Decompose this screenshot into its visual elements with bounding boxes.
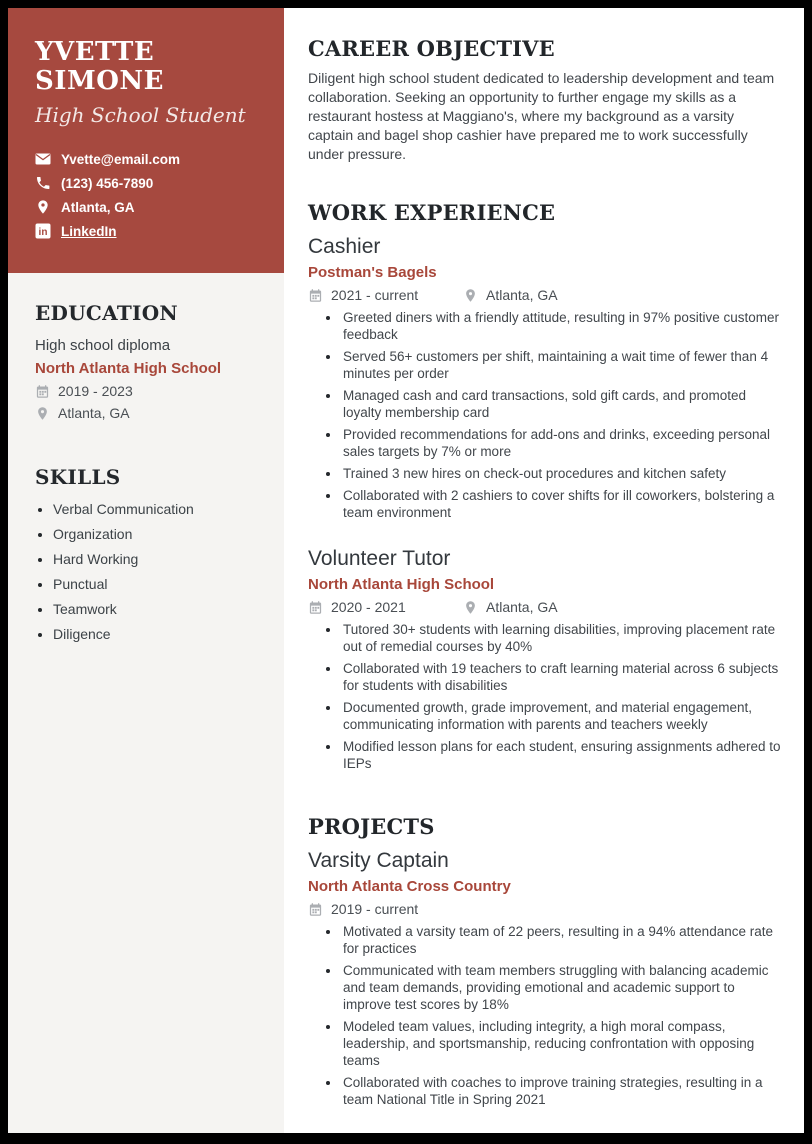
objective-heading: CAREER OBJECTIVE <box>308 36 555 61</box>
candidate-title: High School Student <box>35 103 246 128</box>
resume-page <box>8 8 804 1133</box>
job-bullet-list <box>341 309 781 521</box>
bullet-item: • Documented growth, grade improvement, and material engagement, communicating information with parents and teachers weekly <box>341 699 781 733</box>
objective-text: Diligent high school student dedicated to leadership development and team collaboration. Seeking an opportunity to further engage my skills as a restaurant hostess at Maggiano's, where my background as a varsity captain and bagel shop cashier have prepared me to work successfully under pressure. <box>308 70 775 163</box>
work-experience-section <box>308 200 781 772</box>
bullet-item: • Greeted diners with a friendly attitude, resulting in 97% positive customer feedback <box>341 309 781 343</box>
calendar-icon <box>308 288 323 303</box>
contact-linkedin <box>35 223 266 239</box>
job-company: Postman's Bagels <box>308 264 437 282</box>
objective-section <box>308 36 781 164</box>
job-dates: 2021 - current <box>331 287 419 304</box>
contact-location-text: Atlanta, GA <box>61 199 135 215</box>
bullet-item: • Provided recommendations for add-ons and drinks, exceeding personal sales targets by 7% or more <box>341 426 781 460</box>
job-meta-row <box>308 599 781 615</box>
projects-section <box>308 814 781 1108</box>
candidate-name: YVETTE SIMONE <box>35 37 164 96</box>
contact-phone-text: (123) 456-7890 <box>61 175 154 191</box>
location-icon <box>35 199 51 215</box>
education-dates: 2019 - 2023 <box>58 383 133 400</box>
contact-list <box>35 151 266 239</box>
project-dates: 2019 - current <box>331 901 419 918</box>
project-title: Varsity Captain <box>308 849 449 873</box>
work-experience-heading: WORK EXPERIENCE <box>308 200 556 226</box>
contact-email <box>35 151 266 167</box>
job-dates: 2020 - 2021 <box>331 599 406 616</box>
skill-item: • Hard Working <box>53 551 264 567</box>
education-school: North Atlanta High School <box>35 360 222 378</box>
location-pin-icon <box>35 406 50 421</box>
education-dates-row <box>35 383 264 399</box>
linkedin-link[interactable]: LinkedIn <box>61 223 117 239</box>
job-title: Volunteer Tutor <box>308 547 451 571</box>
skill-item: • Teamwork <box>53 601 264 617</box>
bullet-item: • Communicated with team members struggling with balancing academic and team demands, providing emotional and academic support to improve test scores by 18% <box>341 962 781 1013</box>
sidebar <box>8 8 284 1133</box>
skill-item: • Diligence <box>53 626 264 642</box>
education-section <box>35 301 264 421</box>
bullet-item: • Collaborated with 19 teachers to craft learning material across 6 subjects for students with disabilities <box>341 660 781 694</box>
calendar-icon <box>308 902 323 917</box>
contact-phone <box>35 175 266 191</box>
bullet-item: • Collaborated with coaches to improve training strategies, resulting in a team National Title in Spring 2021 <box>341 1074 781 1108</box>
job-title: Cashier <box>308 235 381 259</box>
education-location-row <box>35 405 264 421</box>
skills-heading: SKILLS <box>35 465 121 490</box>
contact-location <box>35 199 266 215</box>
skill-item: • Verbal Communication <box>53 501 264 517</box>
header-block <box>8 8 284 273</box>
linkedin-icon <box>35 223 51 239</box>
svg-text:in: in <box>38 227 48 239</box>
job-entry <box>308 547 781 772</box>
project-meta-row <box>308 901 781 917</box>
skills-section <box>35 465 264 642</box>
education-degree: High school diploma <box>35 337 171 355</box>
bullet-item: • Collaborated with 2 cashiers to cover shifts for ill coworkers, bolstering a team environment <box>341 487 781 521</box>
location-pin-icon <box>463 600 478 615</box>
job-bullet-list <box>341 621 781 772</box>
education-heading: EDUCATION <box>35 301 179 326</box>
projects-heading: PROJECTS <box>308 814 435 840</box>
bullet-item: • Motivated a varsity team of 22 peers, resulting in a 94% attendance rate for practices <box>341 923 781 957</box>
project-entry <box>308 849 781 1108</box>
job-location: Atlanta, GA <box>486 287 558 304</box>
calendar-icon <box>35 384 50 399</box>
job-meta-row <box>308 287 781 303</box>
bullet-item: • Managed cash and card transactions, sold gift cards, and promoted loyalty membership card <box>341 387 781 421</box>
project-organization: North Atlanta Cross Country <box>308 878 511 896</box>
location-pin-icon <box>463 288 478 303</box>
job-entry <box>308 235 781 521</box>
calendar-icon <box>308 600 323 615</box>
bullet-item: • Tutored 30+ students with learning disabilities, improving placement rate out of remedial courses by 40% <box>341 621 781 655</box>
phone-icon <box>35 175 51 191</box>
sidebar-body <box>8 273 284 671</box>
main-column <box>284 8 804 1133</box>
skill-item: • Punctual <box>53 576 264 592</box>
education-location: Atlanta, GA <box>58 405 130 422</box>
bullet-item: • Served 56+ customers per shift, maintaining a wait time of fewer than 4 minutes per order <box>341 348 781 382</box>
skills-list <box>53 501 264 642</box>
skill-item: • Organization <box>53 526 264 542</box>
project-bullet-list <box>341 923 781 1108</box>
bullet-item: • Modeled team values, including integrity, a high moral compass, leadership, and sportsmanship, reducing confrontation with opposing teams <box>341 1018 781 1069</box>
job-company: North Atlanta High School <box>308 576 495 594</box>
job-location: Atlanta, GA <box>486 599 558 616</box>
bullet-item: • Trained 3 new hires on check-out procedures and kitchen safety <box>341 465 781 482</box>
bullet-item: • Modified lesson plans for each student, ensuring assignments adhered to IEPs <box>341 738 781 772</box>
contact-email-text: Yvette@email.com <box>61 151 180 167</box>
email-icon <box>35 151 51 167</box>
